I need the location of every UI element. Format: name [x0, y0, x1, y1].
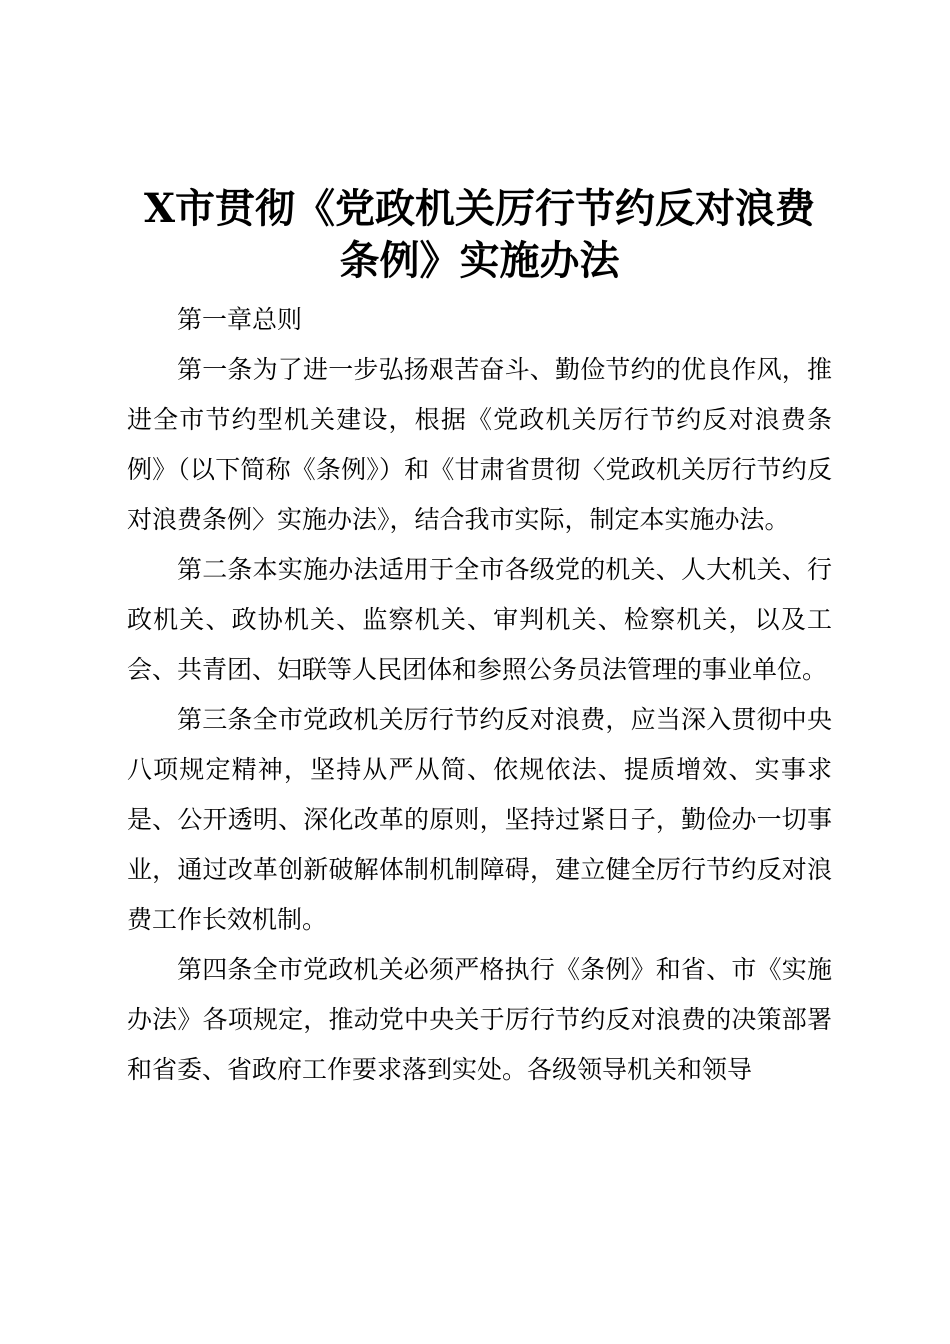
article-4: 第四条全市党政机关必须严格执行《条例》和省、市《实施办法》各项规定，推动党中央关于厉行节约反对浪费的决策部署和省委、省政府工作要求落到实处。各级领导机关和领导	[127, 955, 832, 1084]
article-3: 第三条全市党政机关厉行节约反对浪费，应当深入贯彻中央八项规定精神，坚持从严从简、依规依法、提质增效、实事求是、公开透明、深化改革的原则，坚持过紧日子，勤俭办一切事业，通过改革创新破解体制机制障碍，建立健全厉行节约反对浪费工作长效机制。	[127, 705, 832, 934]
chapter-heading: 第一章总则	[177, 305, 303, 334]
article-2: 第二条本实施办法适用于全市各级党的机关、人大机关、行政机关、政协机关、监察机关、审判机关、检察机关，以及工会、共青团、妇联等人民团体和参照公务员法管理的事业单位。	[127, 555, 832, 684]
document-page	[127, 0, 832, 1095]
document-title	[127, 0, 832, 287]
title-line-1: X市贯彻《党政机关厉行节约反对浪费	[143, 185, 816, 232]
article-1: 第一条为了进一步弘扬艰苦奋斗、勤俭节约的优良作风，推进全市节约型机关建设，根据《党政机关厉行节约反对浪费条例》（以下简称《条例》）和《甘肃省贯彻〈党政机关厉行节约反对浪费条例〉实施办法》，结合我市实际，制定本实施办法。	[127, 355, 832, 534]
document-body	[127, 295, 832, 1095]
title-line-2: 条例》实施办法	[339, 237, 620, 284]
